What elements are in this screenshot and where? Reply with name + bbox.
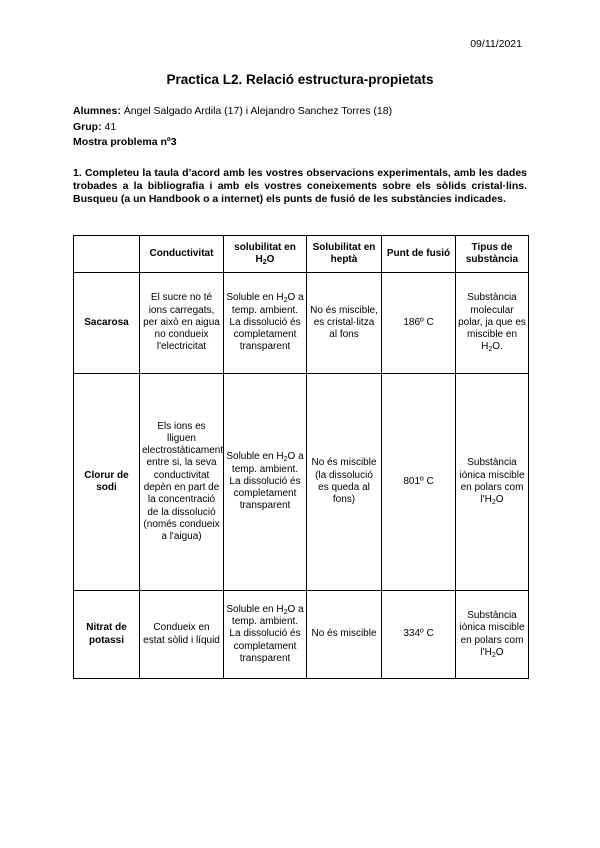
page-title: Practica L2. Relació estructura-propietats: [166, 72, 434, 87]
cell-conductivity: Condueix en estat sòlid i líquid: [140, 591, 224, 679]
header-solubility-water: solubilitat en $H_2O$: [224, 236, 307, 273]
header-substance-type: Tipus de substància: [456, 236, 529, 273]
document-date: 09/11/2021: [470, 38, 522, 50]
group-line: [73, 121, 116, 133]
cell-substance-type: Substància iònica miscible en polars com $l'H_2O$: [456, 591, 529, 679]
students-label: Alumnes:: [73, 105, 121, 117]
question-text: 1. Completeu la taula d’acord amb les vostres observacions experimentals, amb les dades trobades a la bibliografia i amb els vostres coneixements sobre els sòlids cristal·lins. Busqueu (a un Handbook o a internet) els punts de fusió de les substàncies indicades.: [73, 167, 527, 205]
table-row: [74, 273, 529, 374]
cell-solubility-water: Soluble en $H_2O$ a temp. ambient. La dissolució és completament transparent: [224, 273, 307, 374]
table-row: [74, 374, 529, 591]
cell-solubility-heptane: No és miscible, es cristal·litza al fons: [307, 273, 382, 374]
table-row: [74, 591, 529, 679]
header-solubility-heptane: Solubilitat en heptà: [307, 236, 382, 273]
results-table: [73, 235, 529, 679]
cell-melting-point: 334º C: [382, 591, 456, 679]
row-name: Sacarosa: [74, 273, 140, 374]
cell-solubility-heptane: No és miscible: [307, 591, 382, 679]
row-name: Clorur de sodi: [74, 374, 140, 591]
cell-substance-type: Substància molecular polar, ja que es miscible en $H_2O$.: [456, 273, 529, 374]
cell-solubility-water: Soluble en $H_2O$ a temp. ambient. La dissolució és completament transparent: [224, 374, 307, 591]
cell-melting-point: 801º C: [382, 374, 456, 591]
header-empty: [74, 236, 140, 273]
table-header-row: [74, 236, 529, 273]
group-label: Grup:: [73, 121, 102, 133]
row-name: Nitrat de potassi: [74, 591, 140, 679]
cell-solubility-heptane: No és miscible (la dissolució es queda al fons): [307, 374, 382, 591]
cell-conductivity: Els ions es lliguen electrostàticament entre si, la seva conductivitat depèn en part de la concentració de la dissolució (només condueix a l'aigua): [140, 374, 224, 591]
header-melting-point: Punt de fusió: [382, 236, 456, 273]
students-value: Ángel Salgado Ardila (17) i Alejandro Sanchez Torres (18): [123, 105, 393, 117]
header-conductivity: Conductivitat: [140, 236, 224, 273]
cell-solubility-water: Soluble en $H_2O$ a temp. ambient. La dissolució és completament transparent: [224, 591, 307, 679]
cell-melting-point: 186º C: [382, 273, 456, 374]
cell-conductivity: El sucre no té ions carregats, per això en aigua no condueix l'electricitat: [140, 273, 224, 374]
group-value: 41: [104, 121, 117, 133]
cell-substance-type: Substància iònica miscible en polars com $l'H_2O$: [456, 374, 529, 591]
sample-label: Mostra problema nº3: [73, 136, 177, 148]
students-line: [73, 105, 392, 117]
